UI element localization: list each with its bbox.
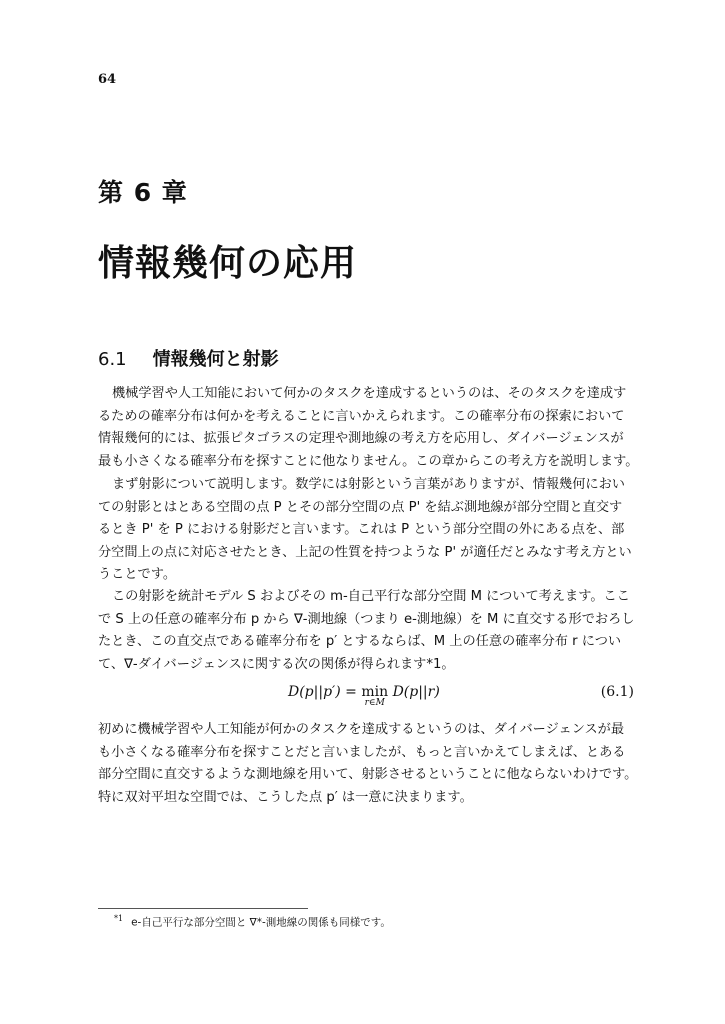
chapter-label: 第 6 章 (98, 178, 188, 207)
text-line: まず射影について説明します。数学には射影という言葉がありますが、情報幾何におい (112, 477, 625, 492)
text-line: 情報幾何的には、拡張ピタゴラスの定理や測地線の考え方を応用し、ダイバージェンスが (98, 431, 624, 447)
text-line: 最も小さくなる確率分布を探すことに他なりません。この章からこの考え方を説明します。 (98, 453, 639, 469)
paragraph-1 (98, 383, 639, 473)
text-line: るとき P' を P における射影だと言います。これは P という部分空間の外にある点を、部 (98, 522, 625, 538)
min-label: min (361, 684, 389, 700)
text-line: て、∇-ダイバージェンスに関する次の関係が得られます*1。 (98, 656, 455, 672)
equation-lhs: D(p||p′) = (288, 684, 357, 700)
min-subscript: r∈M (364, 698, 385, 708)
text-line: も小さくなる確率分布を探すことだと言いましたが、もっと言いかえてしまえば、とある (98, 744, 626, 760)
section-number: 6.1 (98, 349, 127, 370)
footnote-divider (98, 908, 308, 909)
equation-rhs: D(p||r) (392, 684, 440, 700)
equation-body (288, 684, 440, 708)
text-line: 部分空間に直交するような測地線を用いて、射影させるということに他ならないわけです。 (98, 767, 638, 783)
footnote (114, 914, 391, 930)
section-heading (98, 345, 279, 371)
paragraph-2 (98, 474, 634, 587)
text-line: 機械学習や人工知能において何かのタスクを達成するというのは、そのタスクを達成す (112, 386, 627, 401)
text-line: この射影を統計モデル S およびその m-自己平行な部分空間 M について考えます。ここ (112, 589, 630, 604)
footnote-mark: *1 (114, 914, 124, 923)
text-line: 特に双対平坦な空間では、こうした点 p′ は一意に決まります。 (98, 789, 473, 805)
text-line: うことです。 (98, 567, 177, 583)
equation-number: (6.1) (600, 684, 634, 700)
paragraph-3 (98, 586, 634, 676)
equation-6-1 (98, 684, 634, 718)
text-line: ての射影とはとある空間の点 P とその部分空間の点 P' を結ぶ測地線が部分空間と直交す (98, 499, 623, 515)
section-title: 情報幾何と射影 (152, 349, 279, 370)
text-line: るための確率分布は何かを考えることに言いかえられます。この確率分布の探索において (98, 408, 625, 424)
footnote-text: e-自己平行な部分空間と ∇*-測地線の関係も同様です。 (131, 916, 391, 929)
paragraph-4 (98, 719, 638, 809)
equation-min-operator (361, 684, 388, 708)
page-number: 64 (98, 72, 117, 87)
text-line: 初めに機械学習や人工知能が何かのタスクを達成するというのは、ダイバージェンスが最 (98, 722, 625, 737)
text-line: 分空間上の点に対応させたとき、上記の性質を持つような P' が適任だとみなす考え方とい (98, 544, 632, 560)
text-line: で S 上の任意の確率分布 p から ∇-測地線（つまり e-測地線）を M に直交する形でおろし (98, 611, 635, 627)
chapter-title: 情報幾何の応用 (98, 243, 358, 284)
text-line: たとき、この直交点である確率分布を p′ とするならば、M 上の任意の確率分布 r につい (98, 634, 622, 650)
